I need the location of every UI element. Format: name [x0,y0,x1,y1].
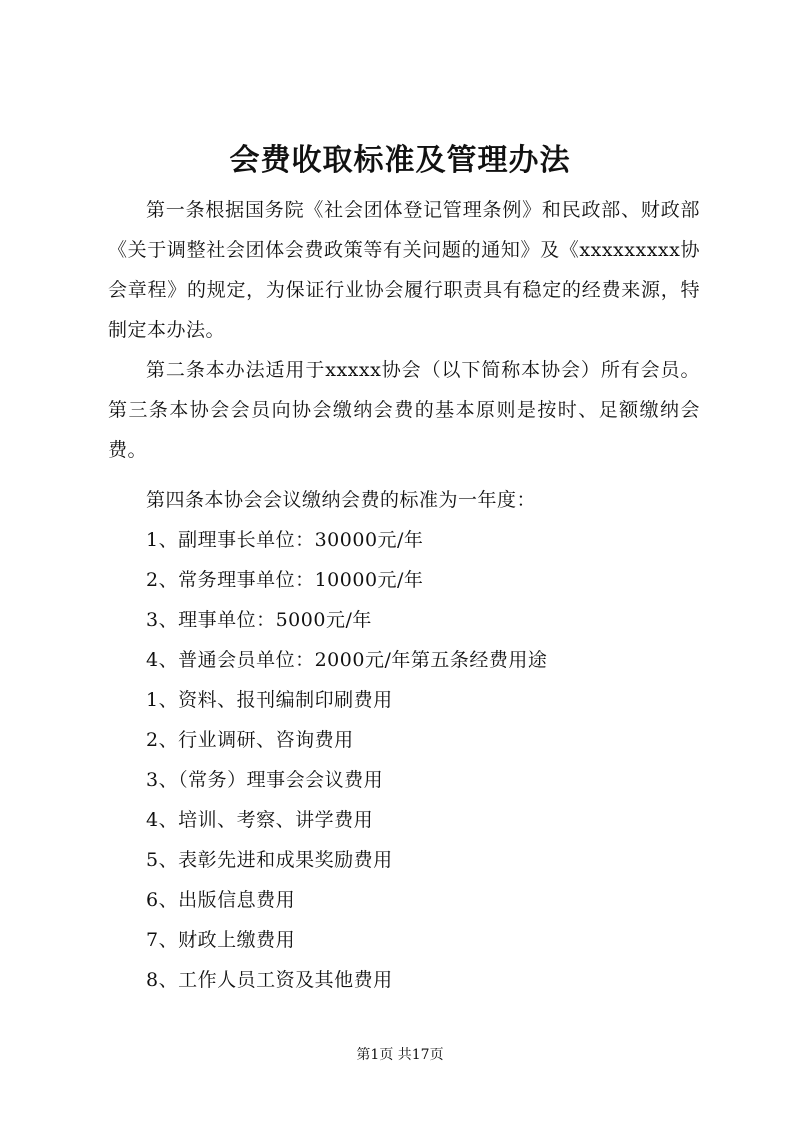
list-item: 2、常务理事单位：10000元/年 [146,569,424,591]
page-number-footer: 第1页 共17页 [356,1047,444,1063]
spacer [108,470,700,480]
list-item: 5、表彰先进和成果奖励费用 [146,849,393,871]
list-item: 2、行业调研、咨询费用 [146,729,354,751]
list-item: 3、（常务）理事会会议费用 [146,769,384,791]
list-item: 1、副理事长单位：30000元/年 [146,529,424,551]
list-item: 3、理事单位：5000元/年 [146,609,372,631]
list-item: 1、资料、报刊编制印刷费用 [146,689,393,711]
list-item: 7、财政上缴费用 [146,929,296,951]
list-item: 6、出版信息费用 [146,889,296,911]
document-title: 会费收取标准及管理办法 [229,143,571,178]
paragraph-article-1: 第一条根据国务院《社会团体登记管理条例》和民政部、财政部《关于调整社会团体会费政策等有关问题的通知》及《xxxxxxxxx协会章程》的规定，为保证行业协会履行职责具有稳定的经费来源，特制定本办法。 [108,199,700,341]
list-item: 8、工作人员工资及其他费用 [146,969,393,991]
list-item: 4、培训、考察、讲学费用 [146,809,374,831]
list-item: 4、普通会员单位：2000元/年第五条经费用途 [146,649,548,671]
list-item: 第四条本协会会议缴纳会费的标准为一年度： [146,489,537,511]
document-body [108,190,700,1000]
paragraph-article-2-3: 第二条本办法适用于xxxxx协会（以下简称本协会）所有会员。第三条本协会会员向协会缴纳会费的基本原则是按时、足额缴纳会费。 [108,359,700,461]
